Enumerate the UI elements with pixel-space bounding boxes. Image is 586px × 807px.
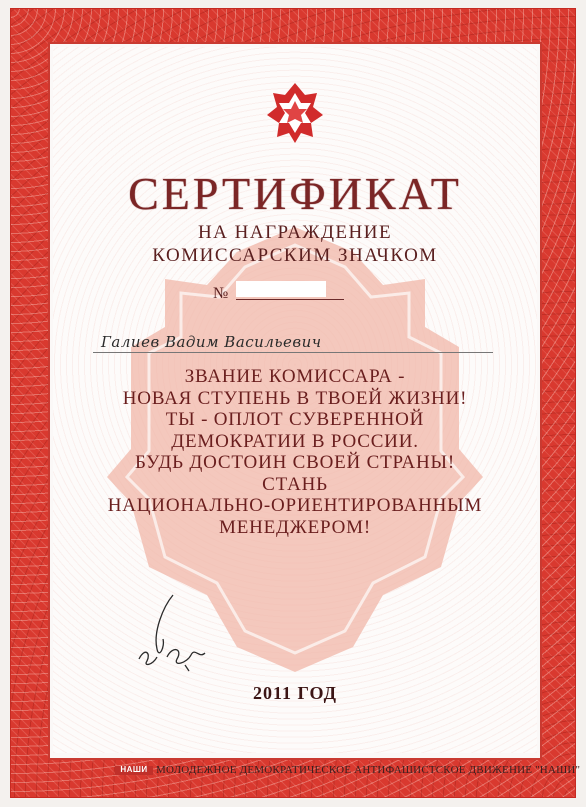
body-line: БУДЬ ДОСТОИН СВОЕЙ СТРАНЫ!: [135, 452, 455, 473]
body-line: ЗВАНИЕ КОМИССАРА -: [184, 366, 406, 387]
certificate-title: СЕРТИФИКАТ: [128, 168, 462, 219]
body-line: НОВАЯ СТУПЕНЬ В ТВОЕЙ ЖИЗНИ!: [122, 387, 468, 409]
certificate-paper: [53, 47, 581, 776]
number-label: №: [213, 285, 229, 302]
body-line: ТЫ - ОПЛОТ СУВЕРЕННОЙ: [165, 409, 425, 430]
recipient-name: Галиев Вадим Васильевич: [101, 333, 322, 351]
body-line: МЕНЕДЖЕРОМ!: [219, 516, 371, 538]
footer-logo: [115, 766, 153, 775]
footer-text: МОЛОДЕЖНОЕ ДЕМОКРАТИЧЕСКОЕ АНТИФАШИСТСКОЕ ДВИЖЕНИЕ "НАШИ": [156, 764, 581, 776]
number-redaction-box: [236, 281, 326, 297]
number-line: [236, 299, 344, 300]
footer: [115, 764, 585, 776]
year: 2011 ГОД: [253, 683, 337, 703]
handwritten-signature: [133, 587, 223, 677]
certificate-body: [53, 366, 537, 538]
subtitle-line-2: КОМИССАРСКИМ ЗНАЧКОМ: [152, 245, 438, 266]
nashi-cross-emblem-icon: [265, 81, 325, 145]
body-line: ДЕМОКРАТИИ В РОССИИ.: [171, 430, 419, 452]
body-line: СТАНЬ: [262, 473, 328, 495]
subtitle-line-1: НА НАГРАЖДЕНИЕ: [197, 222, 393, 243]
footer-logo-text: НАШИ: [120, 764, 148, 774]
recipient-name-line: [93, 352, 493, 353]
body-line: НАЦИОНАЛЬНО-ОРИЕНТИРОВАННЫМ: [107, 495, 483, 516]
